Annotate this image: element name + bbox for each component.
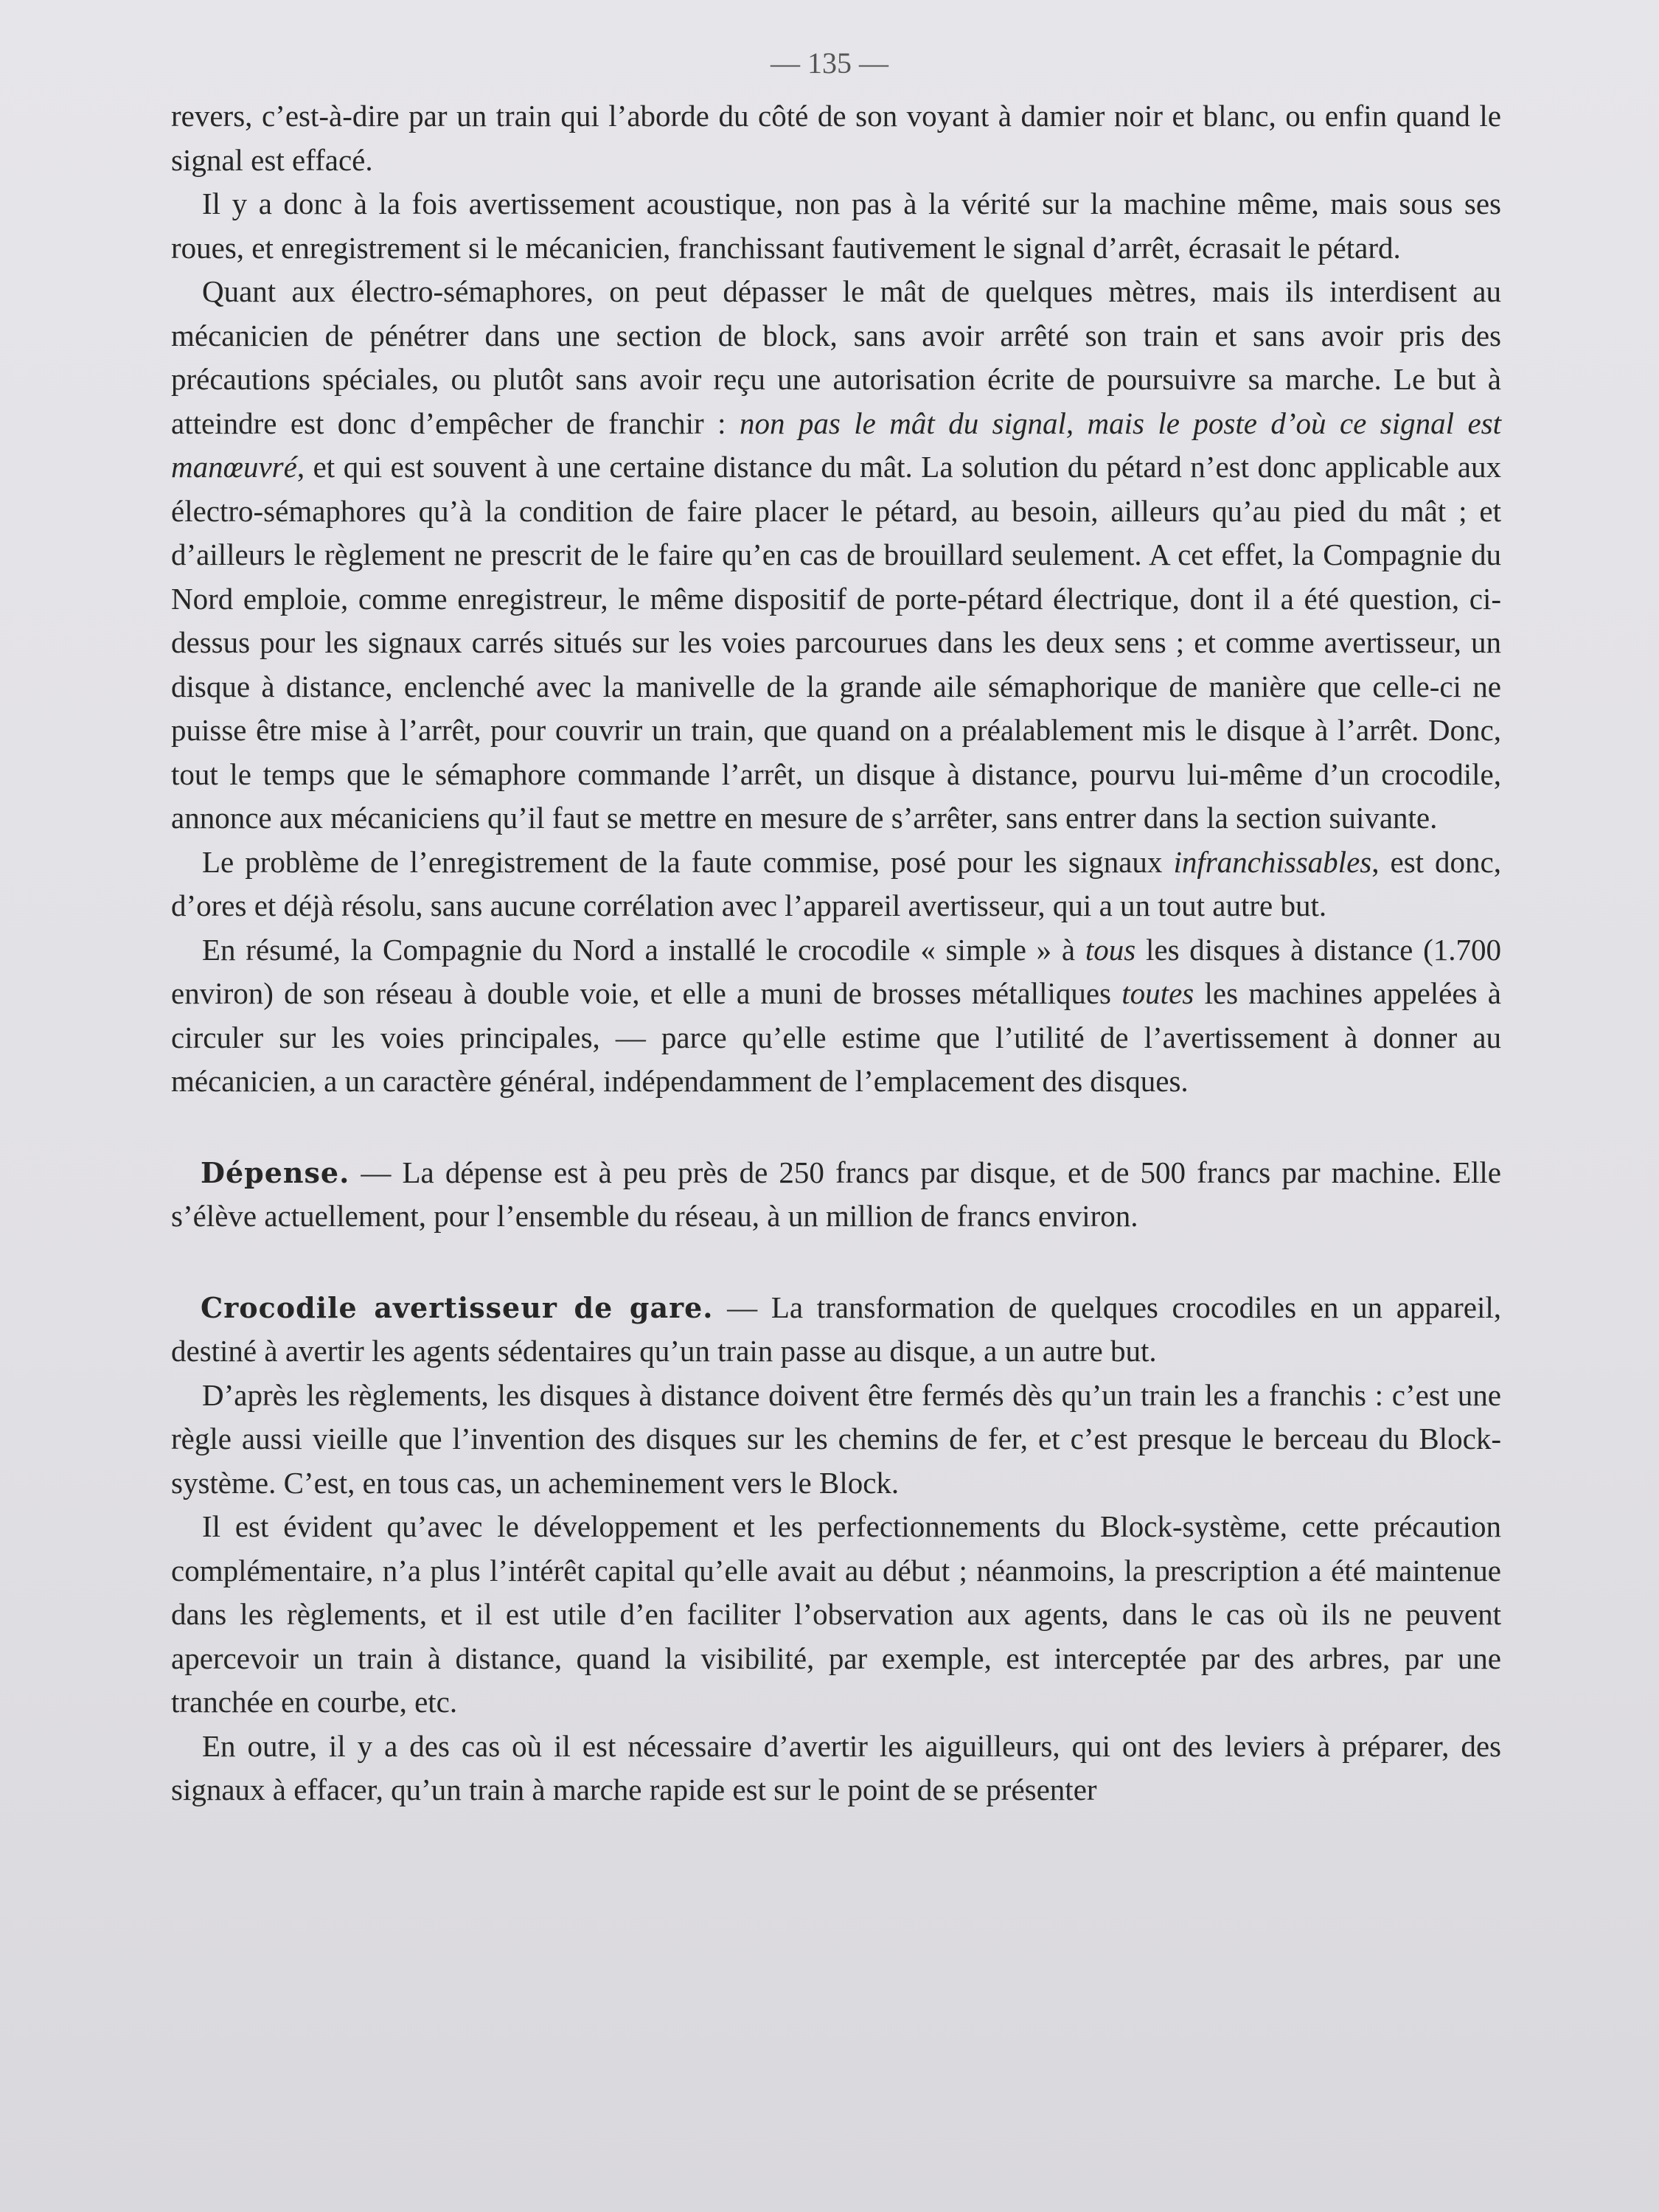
paragraph-5-italic-1: tous [1085,932,1136,967]
body-text [171,94,1501,1812]
page-number: — 135 — [771,46,888,80]
paragraph-4-part-a: Le problème de l’enregistrement de la faute commise, posé pour les signaux [202,844,1174,879]
paragraph-3-part-b: , et qui est souvent à une certaine distance du mât. La solution du pétard n’est donc applicable aux électro-sémaphores qu’à la condition de faire placer le pétard, au besoin, ailleurs qu’au pied du mât ; et d’ailleurs le règlement ne prescrit de le faire qu’en cas de brouillard seulement. A cet effet, la Compagnie du Nord emploie, comme enregistreur, le même dispositif de porte-pétard électrique, dont il a été question, ci-dessus pour les signaux carrés situés sur les voies parcourues dans les deux sens ; et comme avertisseur, un disque à distance, enclenché avec la manivelle de la grande aile sémaphorique de manière que celle-ci ne puisse être mise à l’arrêt, pour couvrir un train, que quand on a préalablement mis le disque à l’arrêt. Donc, tout le temps que le sémaphore commande l’arrêt, un disque à distance, pourvu lui-même d’un crocodile, annonce aux mécaniciens qu’il faut se mettre en mesure de s’arrêter, sans entrer dans la section suivante. [171,450,1501,835]
paragraph-2: Il y a donc à la fois avertissement acoustique, non pas à la vérité sur la machine même, mais sous ses roues, et enregistrement si le mécanicien, franchissant fautivement le signal d’arrêt, écrasait le pétard. [171,187,1501,265]
paragraph-10: En outre, il y a des cas où il est nécessaire d’avertir les aiguilleurs, qui ont des leviers à préparer, des signaux à effacer, qu’un train à marche rapide est sur le point de se présenter [171,1728,1501,1806]
section-crocodile [171,1286,1501,1374]
paragraph-3 [171,270,1501,841]
section-heading-depense: Dépense. [201,1155,350,1189]
paragraph-4 [171,841,1501,928]
section-depense-text: — La dépense est à peu près de 250 francs par disque, et de 500 francs par machine. Elle s’élève actuellement, pour l’ensemble du réseau, à un million de francs environ. [171,1155,1501,1233]
section-crocodile-text: — La transformation de quelques crocodiles en un appareil, destiné à avertir les agents sédentaires qu’un train passe au disque, a un autre but. [171,1290,1501,1368]
paragraph-4-part-b: , est donc, d’ores et déjà résolu, sans aucune corrélation avec l’appareil avertisseur, qui a un tout autre but. [171,844,1501,922]
paragraph-8: D’après les règlements, les disques à distance doivent être fermés dès qu’un train les a franchis : c’est une règle aussi vieille que l’invention des disques sur les chemins de fer, et c’est presque le berceau du Block-système. C’est, en tous cas, un acheminement vers le Block. [171,1377,1501,1500]
section-heading-crocodile: Crocodile avertisseur de gare. [201,1290,714,1324]
paragraph-5-italic-2: toutes [1121,976,1194,1010]
section-depense [171,1151,1501,1239]
paragraph-9: Il est évident qu’avec le développement et les perfectionnements du Block-système, cette précaution complémentaire, n’a plus l’intérêt capital qu’elle avait au début ; néanmoins, la prescription a été maintenue dans les règlements, et il est utile d’en faciliter l’observation aux agents, dans le cas où ils ne peuvent apercevoir un train à distance, quand la visibilité, par exemple, est interceptée par des arbres, par une tranchée en courbe, etc. [171,1509,1501,1719]
paragraph-5-part-b: les disques à distance (1.700 environ) de son réseau à double voie, et elle a muni de brosses métalliques [171,932,1501,1010]
paragraph-5-part-a: En résumé, la Compagnie du Nord a installé le crocodile « simple » à [202,932,1085,967]
paragraph-5-part-c: les machines appelées à circuler sur les voies principales, — parce qu’elle estime que l’utilité de l’avertissement à donner au mécanicien, a un caractère général, indépendamment de l’emplacement des disques. [171,976,1501,1098]
paragraph-4-italic: infranchissables [1173,844,1372,879]
paragraph-5 [171,928,1501,1104]
paragraph-3-italic: non pas le mât du signal, mais le poste d’où ce signal est manœuvré [171,406,1501,484]
paragraph-1: revers, c’est-à-dire par un train qui l’aborde du côté de son voyant à damier noir et blanc, ou enfin quand le signal est effacé. [171,99,1501,177]
paragraph-3-part-a: Quant aux électro-sémaphores, on peut dépasser le mât de quelques mètres, mais ils interdisent au mécanicien de pénétrer dans une section de block, sans avoir arrêté son train et sans avoir pris des précautions spéciales, ou plutôt sans avoir reçu une autorisation écrite de poursuivre sa marche. Le but à atteindre est donc d’empêcher de franchir : [171,274,1501,440]
